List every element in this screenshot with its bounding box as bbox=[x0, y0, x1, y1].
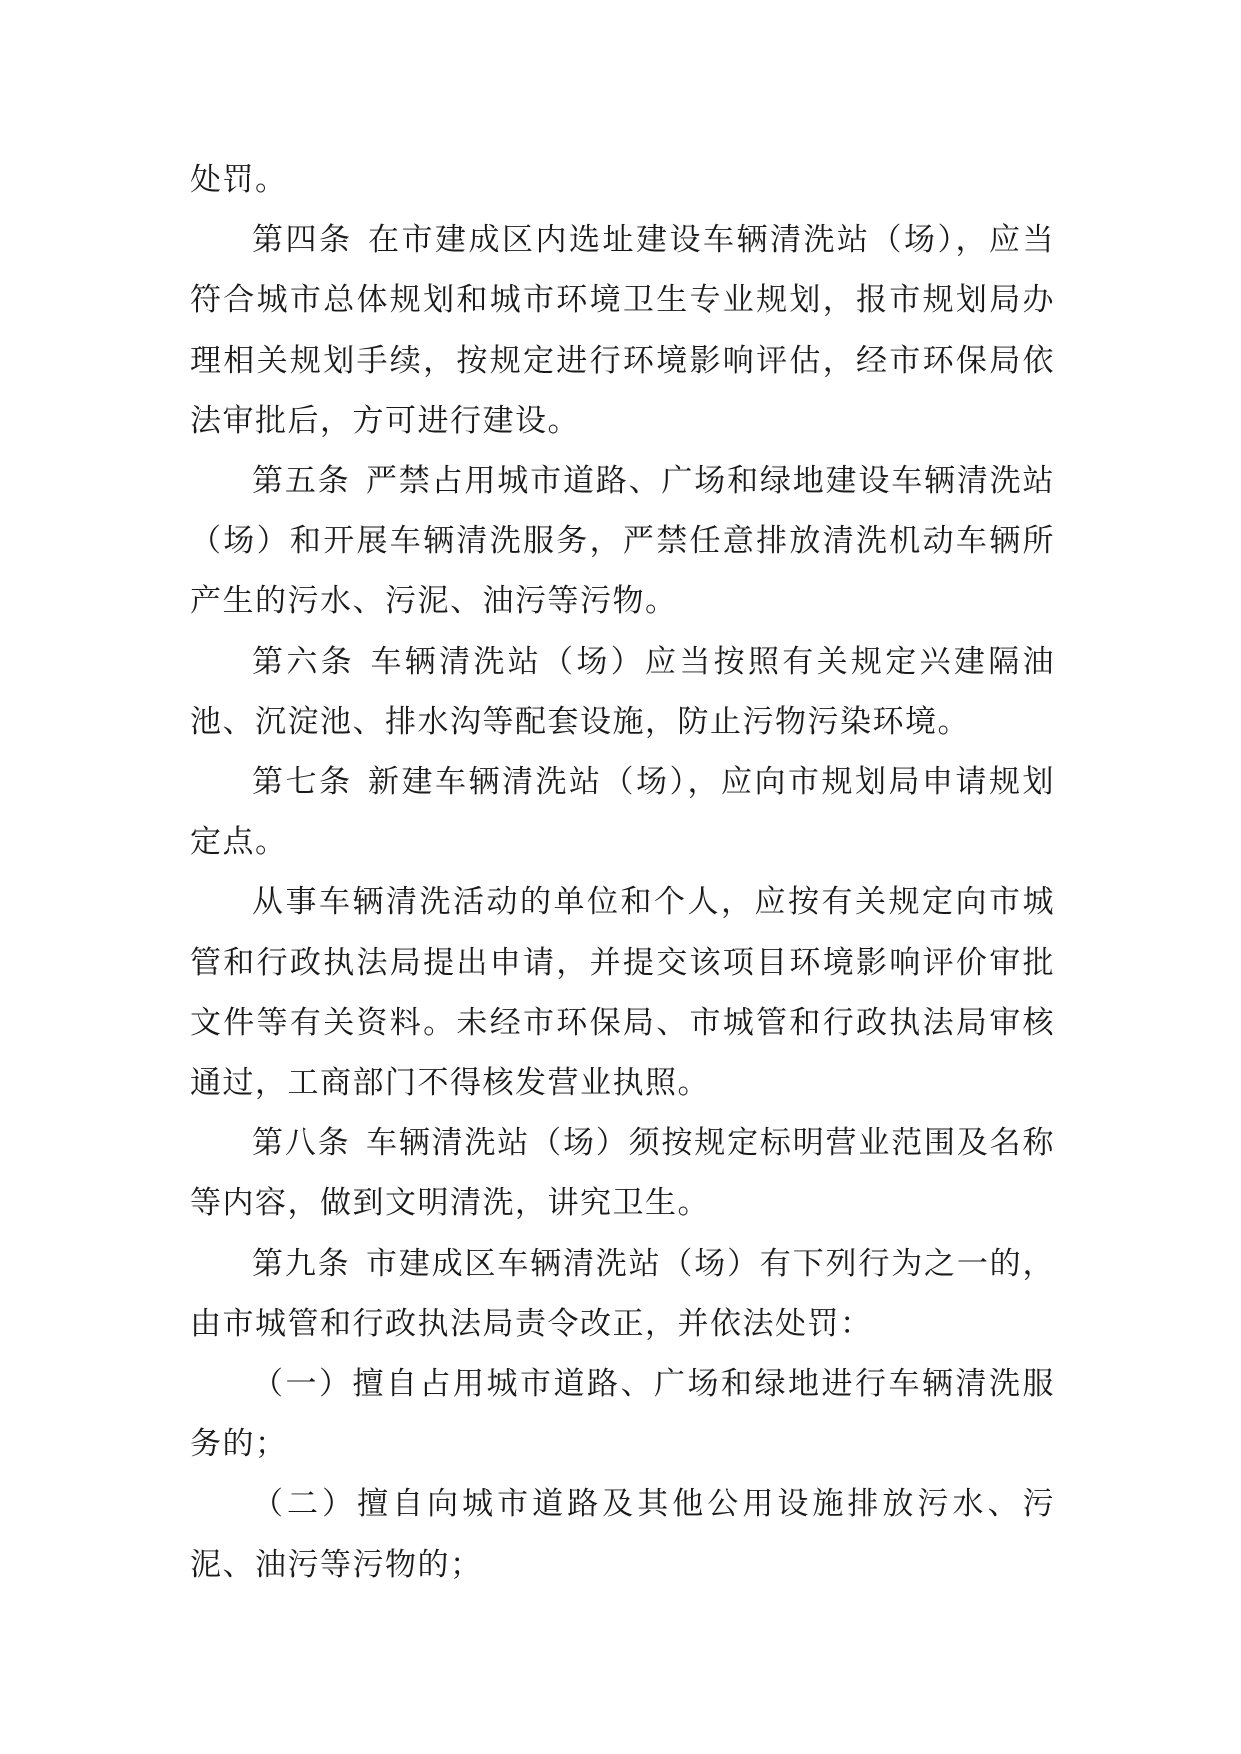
article-4 bbox=[190, 210, 1055, 451]
list-item-text: （一）擅自占用城市道路、广场和绿地进行车辆清洗服务的； bbox=[190, 1366, 1055, 1463]
paragraph-text: 车辆清洗站（场）须按规定标明营业范围及名称等内容，做到文明清洗，讲究卫生。 bbox=[190, 1125, 1056, 1222]
article-heading: 第五条 bbox=[252, 463, 351, 500]
article-heading: 第六条 bbox=[252, 643, 355, 680]
paragraph-text: 新建车辆清洗站（场），应向市规划局申请规划定点。 bbox=[190, 764, 1055, 861]
article-7 bbox=[190, 752, 1055, 872]
article-7-paragraph-2 bbox=[190, 872, 1055, 1113]
article-heading: 第四条 bbox=[252, 222, 353, 259]
paragraph-text: 处罚。 bbox=[190, 162, 288, 198]
paragraph-text: 在市建成区内选址建设车辆清洗站（场），应当符合城市总体规划和城市环境卫生专业规划，报市规划局办理相关规划手续，按规定进行环境影响评估，经市环保局依法审批后，方可进行建设。 bbox=[190, 222, 1055, 439]
article-9-item-1 bbox=[190, 1354, 1055, 1474]
paragraph-text: 从事车辆清洗活动的单位和个人，应按有关规定向市城管和行政执法局提出申请，并提交该项目环境影响评价审批文件等有关资料。未经市环保局、市城管和行政执法局审核通过，工商部门不得核发营业执照。 bbox=[190, 884, 1055, 1102]
paragraph-continuation bbox=[190, 150, 1055, 210]
article-9-item-2 bbox=[190, 1474, 1055, 1594]
paragraph-text: 严禁占用城市道路、广场和绿地建设车辆清洗站（场）和开展车辆清洗服务，严禁任意排放清洗机动车辆所产生的污水、污泥、油污等污物。 bbox=[190, 463, 1056, 620]
article-5 bbox=[190, 451, 1055, 632]
list-item-text: （二）擅自向城市道路及其他公用设施排放污水、污泥、油污等污物的； bbox=[190, 1486, 1055, 1583]
article-6 bbox=[190, 632, 1055, 752]
article-heading: 第七条 bbox=[252, 764, 353, 801]
paragraph-text: 车辆清洗站（场）应当按照有关规定兴建隔油池、沉淀池、排水沟等配套设施，防止污物污染环境。 bbox=[190, 643, 1056, 740]
article-heading: 第八条 bbox=[252, 1125, 351, 1162]
article-8 bbox=[190, 1113, 1055, 1233]
article-9 bbox=[190, 1234, 1055, 1354]
paragraph-text: 市建成区车辆清洗站（场）有下列行为之一的，由市城管和行政执法局责令改正，并依法处罚： bbox=[190, 1245, 1056, 1342]
document-body bbox=[190, 150, 1055, 1595]
article-heading: 第九条 bbox=[252, 1245, 351, 1282]
